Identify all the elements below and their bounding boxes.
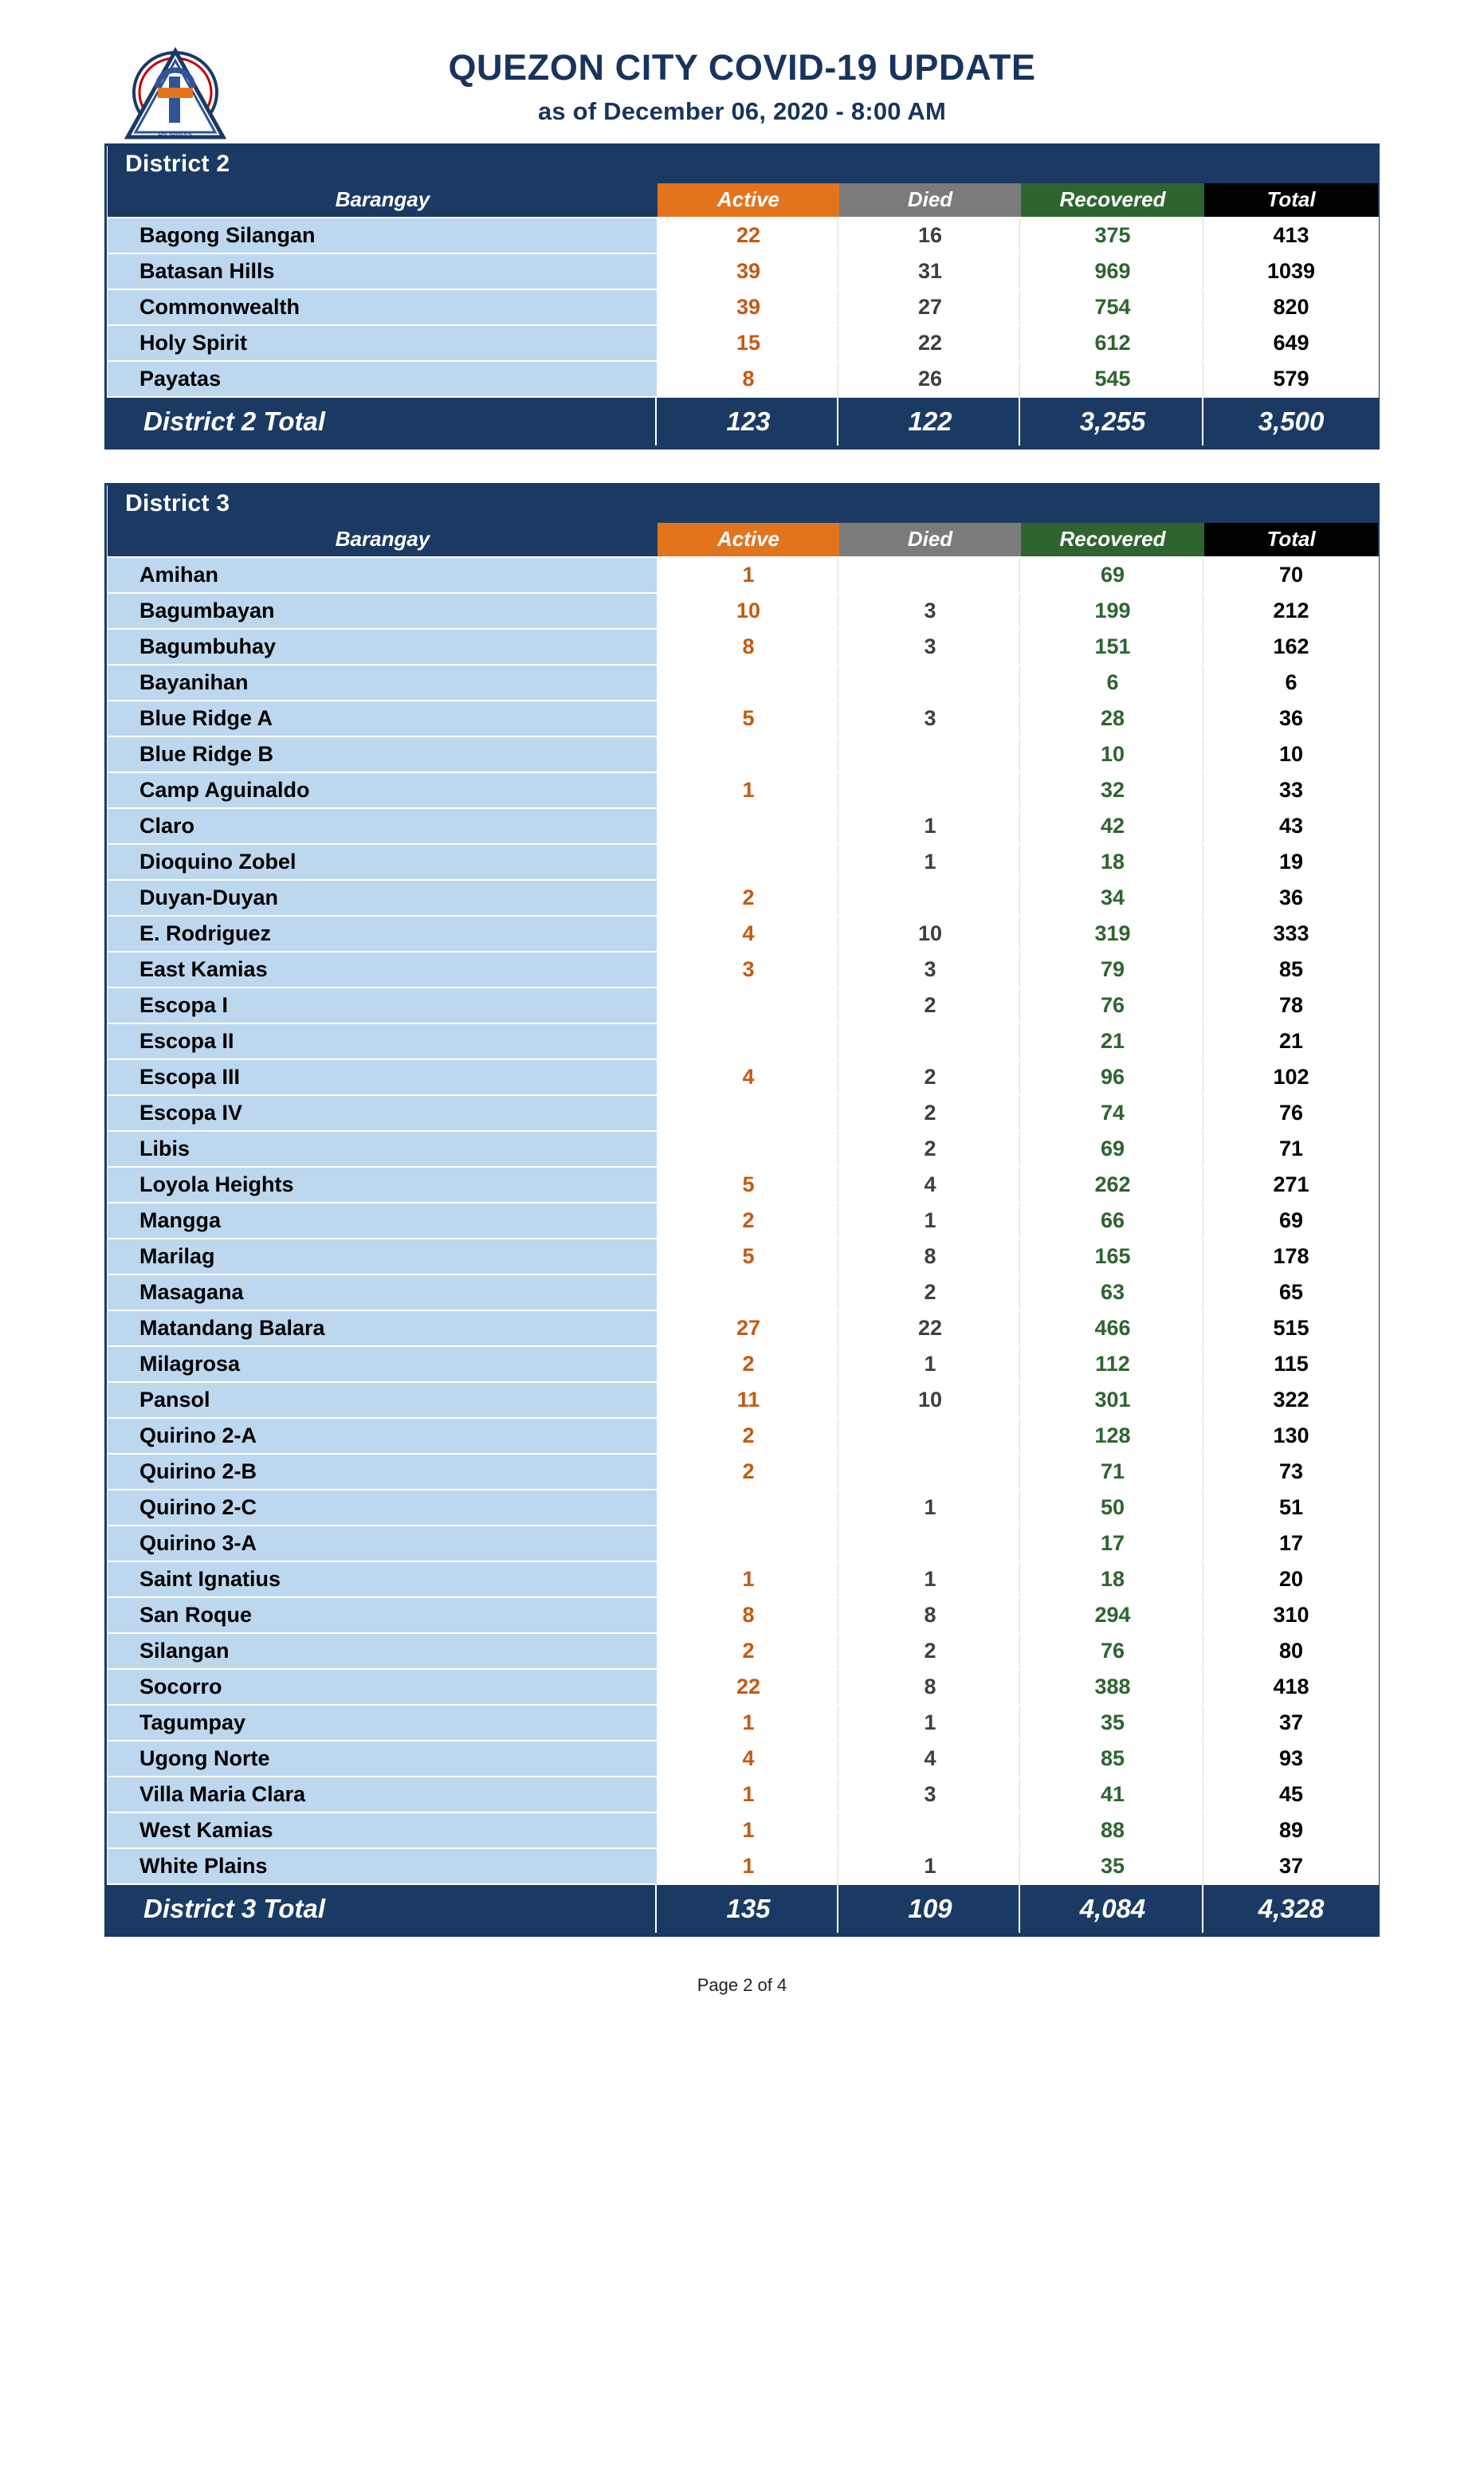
recovered-count: 18 [1021, 1561, 1204, 1597]
recovered-count: 128 [1021, 1418, 1204, 1454]
died-count: 8 [839, 1239, 1021, 1274]
active-count: 8 [658, 1597, 839, 1633]
district-title-row [108, 485, 1378, 523]
column-header-active: Active [658, 183, 839, 218]
recovered-count: 42 [1021, 808, 1204, 844]
active-count: 22 [658, 218, 839, 253]
barangay-name: Saint Ignatius [108, 1561, 658, 1597]
total-count: 333 [1204, 916, 1378, 952]
total-count: 178 [1204, 1239, 1378, 1274]
district-title: District 2 [108, 146, 1378, 183]
table-row [108, 1633, 1378, 1669]
barangay-name: Socorro [108, 1669, 658, 1705]
active-count: 8 [658, 629, 839, 665]
district-total-recovered: 3,255 [1021, 397, 1204, 446]
table-row [108, 1705, 1378, 1741]
recovered-count: 199 [1021, 593, 1204, 629]
district-total-label: District 3 Total [108, 1884, 658, 1934]
recovered-count: 754 [1021, 289, 1204, 325]
barangay-name: Commonwealth [108, 289, 658, 325]
barangay-name: Escopa I [108, 988, 658, 1023]
active-count: 22 [658, 1669, 839, 1705]
active-count: 2 [658, 1203, 839, 1239]
table-row [108, 988, 1378, 1023]
document-header [0, 0, 1484, 143]
active-count: 2 [658, 1418, 839, 1454]
died-count: 8 [839, 1597, 1021, 1633]
table-row [108, 1669, 1378, 1705]
barangay-name: Masagana [108, 1274, 658, 1310]
table-row [108, 1848, 1378, 1884]
total-count: 45 [1204, 1777, 1378, 1812]
total-count: 36 [1204, 701, 1378, 736]
total-count: 162 [1204, 629, 1378, 665]
barangay-name: Escopa IV [108, 1095, 658, 1131]
barangay-name: Ugong Norte [108, 1741, 658, 1777]
recovered-count: 85 [1021, 1741, 1204, 1777]
active-count: 4 [658, 1059, 839, 1095]
active-count [658, 1131, 839, 1167]
died-count: 2 [839, 1059, 1021, 1095]
active-count [658, 665, 839, 701]
table-row [108, 1203, 1378, 1239]
table-row [108, 1777, 1378, 1812]
died-count: 22 [839, 1310, 1021, 1346]
died-count: 10 [839, 916, 1021, 952]
recovered-count: 969 [1021, 253, 1204, 289]
table-row [108, 1095, 1378, 1131]
active-count: 15 [658, 325, 839, 361]
active-count: 10 [658, 593, 839, 629]
barangay-name: Batasan Hills [108, 253, 658, 289]
total-count: 43 [1204, 808, 1378, 844]
barangay-name: San Roque [108, 1597, 658, 1633]
district-total-active: 123 [658, 397, 839, 446]
barangay-name: Quirino 2-B [108, 1454, 658, 1490]
total-count: 51 [1204, 1490, 1378, 1526]
died-count: 3 [839, 1777, 1021, 1812]
died-count [839, 665, 1021, 701]
total-count: 102 [1204, 1059, 1378, 1095]
recovered-count: 71 [1021, 1454, 1204, 1490]
table-row [108, 1812, 1378, 1848]
recovered-count: 319 [1021, 916, 1204, 952]
total-count: 322 [1204, 1382, 1378, 1418]
active-count [658, 1526, 839, 1561]
active-count: 1 [658, 1705, 839, 1741]
barangay-name: Amihan [108, 557, 658, 593]
total-count: 130 [1204, 1418, 1378, 1454]
recovered-count: 18 [1021, 844, 1204, 880]
table-row [108, 844, 1378, 880]
table-row [108, 1490, 1378, 1526]
died-count [839, 772, 1021, 808]
total-count: 85 [1204, 952, 1378, 988]
died-count: 2 [839, 1633, 1021, 1669]
died-count: 1 [839, 1561, 1021, 1597]
barangay-name: Bayanihan [108, 665, 658, 701]
died-count: 16 [839, 218, 1021, 253]
table-row [108, 665, 1378, 701]
barangay-name: Quirino 3-A [108, 1526, 658, 1561]
recovered-count: 375 [1021, 218, 1204, 253]
died-count [839, 1526, 1021, 1561]
page-footer: Page 2 of 4 [697, 1975, 787, 1995]
table-row [108, 629, 1378, 665]
barangay-name: E. Rodriguez [108, 916, 658, 952]
table-row [108, 1059, 1378, 1095]
table-row [108, 325, 1378, 361]
district-total-died: 122 [839, 397, 1021, 446]
column-header-total: Total [1204, 523, 1378, 557]
total-count: 17 [1204, 1526, 1378, 1561]
recovered-count: 96 [1021, 1059, 1204, 1095]
table-row [108, 557, 1378, 593]
active-count [658, 1023, 839, 1059]
recovered-count: 32 [1021, 772, 1204, 808]
table-row [108, 1418, 1378, 1454]
total-count: 310 [1204, 1597, 1378, 1633]
recovered-count: 262 [1021, 1167, 1204, 1203]
died-count [839, 736, 1021, 772]
total-count: 70 [1204, 557, 1378, 593]
died-count [839, 1454, 1021, 1490]
barangay-name: Escopa II [108, 1023, 658, 1059]
active-count [658, 1274, 839, 1310]
total-count: 20 [1204, 1561, 1378, 1597]
total-count: 73 [1204, 1454, 1378, 1490]
died-count [839, 557, 1021, 593]
recovered-count: 6 [1021, 665, 1204, 701]
recovered-count: 17 [1021, 1526, 1204, 1561]
recovered-count: 301 [1021, 1382, 1204, 1418]
total-count: 89 [1204, 1812, 1378, 1848]
table-row [108, 218, 1378, 253]
active-count: 1 [658, 557, 839, 593]
recovered-count: 545 [1021, 361, 1204, 397]
barangay-name: Tagumpay [108, 1705, 658, 1741]
recovered-count: 466 [1021, 1310, 1204, 1346]
table-row [108, 1346, 1378, 1382]
total-count: 271 [1204, 1167, 1378, 1203]
table-row [108, 808, 1378, 844]
died-count: 31 [839, 253, 1021, 289]
died-count [839, 1418, 1021, 1454]
died-count: 8 [839, 1669, 1021, 1705]
barangay-name: Dioquino Zobel [108, 844, 658, 880]
died-count: 26 [839, 361, 1021, 397]
recovered-count: 41 [1021, 1777, 1204, 1812]
died-count: 1 [839, 844, 1021, 880]
title-block [448, 48, 1035, 126]
died-count: 1 [839, 1490, 1021, 1526]
barangay-name: Duyan-Duyan [108, 880, 658, 916]
recovered-count: 69 [1021, 1131, 1204, 1167]
recovered-count: 151 [1021, 629, 1204, 665]
table-row [108, 952, 1378, 988]
column-header-active: Active [658, 523, 839, 557]
total-count: 36 [1204, 880, 1378, 916]
active-count: 4 [658, 916, 839, 952]
recovered-count: 69 [1021, 557, 1204, 593]
active-count [658, 1490, 839, 1526]
table-row [108, 1239, 1378, 1274]
barangay-name: Milagrosa [108, 1346, 658, 1382]
district-total-total: 4,328 [1204, 1884, 1378, 1934]
recovered-count: 34 [1021, 880, 1204, 916]
active-count [658, 736, 839, 772]
total-count: 418 [1204, 1669, 1378, 1705]
active-count: 8 [658, 361, 839, 397]
table-row [108, 772, 1378, 808]
districts-tables [0, 143, 1484, 1937]
barangay-name: Villa Maria Clara [108, 1777, 658, 1812]
svg-text:PILIPINAS: PILIPINAS [158, 131, 193, 139]
column-header-barangay: Barangay [108, 523, 658, 557]
recovered-count: 88 [1021, 1812, 1204, 1848]
table-row [108, 361, 1378, 397]
table-row [108, 1131, 1378, 1167]
active-count: 1 [658, 1777, 839, 1812]
recovered-count: 112 [1021, 1346, 1204, 1382]
total-count: 71 [1204, 1131, 1378, 1167]
barangay-name: Camp Aguinaldo [108, 772, 658, 808]
total-count: 37 [1204, 1848, 1378, 1884]
recovered-count: 63 [1021, 1274, 1204, 1310]
active-count: 39 [658, 289, 839, 325]
district-total-active: 135 [658, 1884, 839, 1934]
active-count: 2 [658, 1454, 839, 1490]
died-count: 1 [839, 1848, 1021, 1884]
district-total-recovered: 4,084 [1021, 1884, 1204, 1934]
table-row [108, 1167, 1378, 1203]
recovered-count: 28 [1021, 701, 1204, 736]
barangay-name: Loyola Heights [108, 1167, 658, 1203]
recovered-count: 294 [1021, 1597, 1204, 1633]
table-row [108, 1526, 1378, 1561]
total-count: 78 [1204, 988, 1378, 1023]
died-count: 1 [839, 1203, 1021, 1239]
active-count: 5 [658, 1239, 839, 1274]
table-row [108, 1561, 1378, 1597]
column-header-total: Total [1204, 183, 1378, 218]
recovered-count: 76 [1021, 1633, 1204, 1669]
died-count [839, 1023, 1021, 1059]
died-count: 1 [839, 808, 1021, 844]
district-total-row [108, 397, 1378, 446]
page-title: QUEZON CITY COVID-19 UPDATE [448, 47, 1036, 88]
recovered-count: 10 [1021, 736, 1204, 772]
barangay-name: Matandang Balara [108, 1310, 658, 1346]
barangay-name: Bagumbayan [108, 593, 658, 629]
active-count: 1 [658, 1561, 839, 1597]
active-count: 2 [658, 880, 839, 916]
died-count: 10 [839, 1382, 1021, 1418]
table-row [108, 1023, 1378, 1059]
total-count: 515 [1204, 1310, 1378, 1346]
died-count: 4 [839, 1167, 1021, 1203]
barangay-name: Holy Spirit [108, 325, 658, 361]
active-count: 2 [658, 1633, 839, 1669]
table-row [108, 1274, 1378, 1310]
district-total-died: 109 [839, 1884, 1021, 1934]
barangay-name: Marilag [108, 1239, 658, 1274]
table-row [108, 701, 1378, 736]
total-count: 37 [1204, 1705, 1378, 1741]
active-count: 4 [658, 1741, 839, 1777]
active-count: 1 [658, 1848, 839, 1884]
total-count: 115 [1204, 1346, 1378, 1382]
recovered-count: 79 [1021, 952, 1204, 988]
total-count: 649 [1204, 325, 1378, 361]
died-count [839, 880, 1021, 916]
table-row [108, 289, 1378, 325]
died-count: 2 [839, 988, 1021, 1023]
died-count: 1 [839, 1346, 1021, 1382]
column-header-row [108, 523, 1378, 557]
recovered-count: 21 [1021, 1023, 1204, 1059]
barangay-name: Quirino 2-C [108, 1490, 658, 1526]
barangay-name: Libis [108, 1131, 658, 1167]
recovered-count: 612 [1021, 325, 1204, 361]
page-subtitle: as of December 06, 2020 - 8:00 AM [537, 96, 947, 125]
table-row [108, 880, 1378, 916]
barangay-name: Quirino 2-A [108, 1418, 658, 1454]
active-count [658, 808, 839, 844]
column-header-row [108, 183, 1378, 218]
barangay-name: West Kamias [108, 1812, 658, 1848]
died-count: 4 [839, 1741, 1021, 1777]
died-count: 1 [839, 1705, 1021, 1741]
barangay-name: Escopa III [108, 1059, 658, 1095]
barangay-name: Bagong Silangan [108, 218, 658, 253]
total-count: 212 [1204, 593, 1378, 629]
total-count: 93 [1204, 1741, 1378, 1777]
active-count [658, 1095, 839, 1131]
died-count: 3 [839, 629, 1021, 665]
column-header-barangay: Barangay [108, 183, 658, 218]
total-count: 6 [1204, 665, 1378, 701]
district-table [104, 483, 1380, 1937]
total-count: 76 [1204, 1095, 1378, 1131]
died-count: 3 [839, 701, 1021, 736]
barangay-name: Payatas [108, 361, 658, 397]
district-total-label: District 2 Total [108, 397, 658, 446]
table-row [108, 1382, 1378, 1418]
active-count: 39 [658, 253, 839, 289]
district-total-row [108, 1884, 1378, 1934]
barangay-name: Bagumbuhay [108, 629, 658, 665]
barangay-name: Silangan [108, 1633, 658, 1669]
barangay-name: White Plains [108, 1848, 658, 1884]
died-count: 3 [839, 952, 1021, 988]
active-count: 27 [658, 1310, 839, 1346]
column-header-died: Died [839, 523, 1021, 557]
died-count [839, 1812, 1021, 1848]
total-count: 33 [1204, 772, 1378, 808]
active-count [658, 844, 839, 880]
total-count: 579 [1204, 361, 1378, 397]
total-count: 65 [1204, 1274, 1378, 1310]
active-count: 2 [658, 1346, 839, 1382]
recovered-count: 165 [1021, 1239, 1204, 1274]
column-header-recovered: Recovered [1021, 523, 1204, 557]
active-count: 5 [658, 701, 839, 736]
recovered-count: 66 [1021, 1203, 1204, 1239]
barangay-name: Pansol [108, 1382, 658, 1418]
died-count: 3 [839, 593, 1021, 629]
barangay-name: Claro [108, 808, 658, 844]
total-count: 21 [1204, 1023, 1378, 1059]
table-row [108, 736, 1378, 772]
quezon-city-seal-icon [112, 40, 239, 145]
table-row [108, 253, 1378, 289]
barangay-name: East Kamias [108, 952, 658, 988]
column-header-died: Died [839, 183, 1021, 218]
died-count: 2 [839, 1131, 1021, 1167]
active-count: 3 [658, 952, 839, 988]
total-count: 820 [1204, 289, 1378, 325]
total-count: 69 [1204, 1203, 1378, 1239]
died-count: 27 [839, 289, 1021, 325]
table-row [108, 1741, 1378, 1777]
table-row [108, 1310, 1378, 1346]
recovered-count: 76 [1021, 988, 1204, 1023]
died-count: 22 [839, 325, 1021, 361]
total-count: 10 [1204, 736, 1378, 772]
active-count: 5 [658, 1167, 839, 1203]
table-row [108, 593, 1378, 629]
district-title: District 3 [108, 485, 1378, 523]
district-total-total: 3,500 [1204, 397, 1378, 446]
died-count: 2 [839, 1095, 1021, 1131]
table-row [108, 916, 1378, 952]
barangay-name: Blue Ridge B [108, 736, 658, 772]
district-table [104, 143, 1380, 450]
recovered-count: 35 [1021, 1848, 1204, 1884]
died-count: 2 [839, 1274, 1021, 1310]
total-count: 19 [1204, 844, 1378, 880]
recovered-count: 35 [1021, 1705, 1204, 1741]
table-row [108, 1597, 1378, 1633]
active-count [658, 988, 839, 1023]
total-count: 1039 [1204, 253, 1378, 289]
recovered-count: 50 [1021, 1490, 1204, 1526]
table-row [108, 1454, 1378, 1490]
column-header-recovered: Recovered [1021, 183, 1204, 218]
total-count: 80 [1204, 1633, 1378, 1669]
total-count: 413 [1204, 218, 1378, 253]
active-count: 1 [658, 772, 839, 808]
active-count: 11 [658, 1382, 839, 1418]
barangay-name: Blue Ridge A [108, 701, 658, 736]
recovered-count: 74 [1021, 1095, 1204, 1131]
recovered-count: 388 [1021, 1669, 1204, 1705]
district-title-row [108, 146, 1378, 183]
barangay-name: Mangga [108, 1203, 658, 1239]
active-count: 1 [658, 1812, 839, 1848]
